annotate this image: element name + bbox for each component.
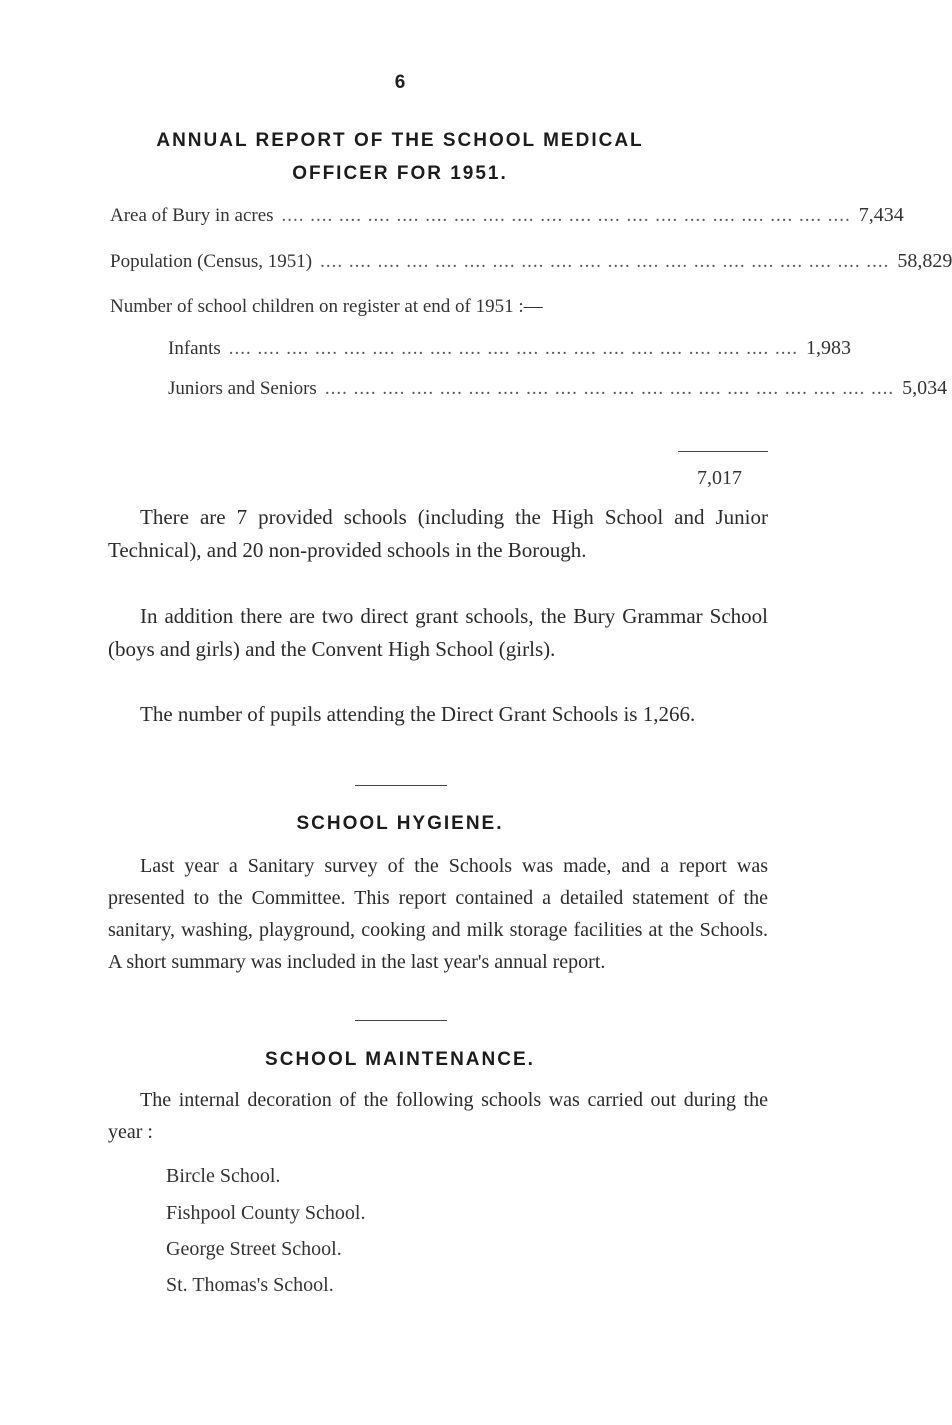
list-item: Fishpool County School.: [166, 1202, 366, 1224]
provided-schools-paragraph: [108, 501, 768, 567]
maintenance-heading: SCHOOL MAINTENANCE.: [265, 1049, 535, 1070]
pupils-text: The number of pupils attending the Direct Grant Schools is 1,266.: [140, 702, 696, 726]
provided-schools-text: There are 7 provided schools (including the High School and Junior Technical), and 20 non-provided schools in the Borough.: [108, 505, 768, 562]
population-row: [110, 250, 952, 273]
page-number: 6: [394, 72, 406, 93]
total-value: 7,017: [697, 467, 742, 489]
area-value: 7,434: [858, 204, 904, 226]
population-value: 58,829: [897, 250, 952, 272]
direct-grant-text: In addition there are two direct grant schools, the Bury Grammar School (boys and girls) and the Convent High School (girls).: [108, 604, 768, 661]
infants-value: 1,983: [806, 337, 852, 359]
juniors-value: 5,034: [902, 377, 948, 399]
infants-label: Infants: [168, 338, 221, 359]
section-divider: [355, 785, 447, 786]
maintenance-text: The internal decoration of the following schools was carried out during the year :: [108, 1089, 768, 1143]
total-rule: [678, 451, 768, 452]
list-item: Bircle School.: [166, 1165, 281, 1187]
report-title-line-2: OFFICER FOR 1951.: [292, 163, 508, 184]
area-label: Area of Bury in acres: [110, 205, 274, 226]
list-item: George Street School.: [166, 1238, 342, 1260]
list-item: St. Thomas's School.: [166, 1274, 334, 1296]
leader-dots: .... .... .... .... .... .... .... .... .... .... .... .... .... .... .... .... .... .... .... ....: [281, 205, 851, 226]
children-intro: Number of school children on register at end of 1951 :—: [110, 296, 543, 317]
population-label: Population (Census, 1951): [110, 251, 313, 272]
maintenance-paragraph: [108, 1084, 768, 1148]
direct-grant-paragraph: [108, 600, 768, 666]
area-row: [110, 204, 904, 227]
hygiene-heading: SCHOOL HYGIENE.: [296, 813, 504, 834]
leader-dots: .... .... .... .... .... .... .... .... .... .... .... .... .... .... .... .... .... .... .... ....: [324, 378, 895, 399]
leader-dots: .... .... .... .... .... .... .... .... .... .... .... .... .... .... .... .... .... .... .... ....: [228, 338, 799, 359]
section-divider: [355, 1020, 447, 1021]
hygiene-paragraph: [108, 850, 768, 978]
juniors-row: [168, 377, 948, 400]
infants-row: [168, 337, 852, 360]
report-title-line-1: ANNUAL REPORT OF THE SCHOOL MEDICAL: [156, 130, 644, 151]
hygiene-text: Last year a Sanitary survey of the Schools was made, and a report was presented to the Committee. This report contained a detailed statement of the sanitary, washing, playground, cooking and milk storage facilities at the Schools. A short summary was included in the last year's annual report.: [108, 855, 768, 973]
pupils-paragraph: [108, 698, 768, 731]
leader-dots: .... .... .... .... .... .... .... .... .... .... .... .... .... .... .... .... .... .... .... ....: [320, 251, 890, 272]
juniors-label: Juniors and Seniors: [168, 378, 317, 399]
